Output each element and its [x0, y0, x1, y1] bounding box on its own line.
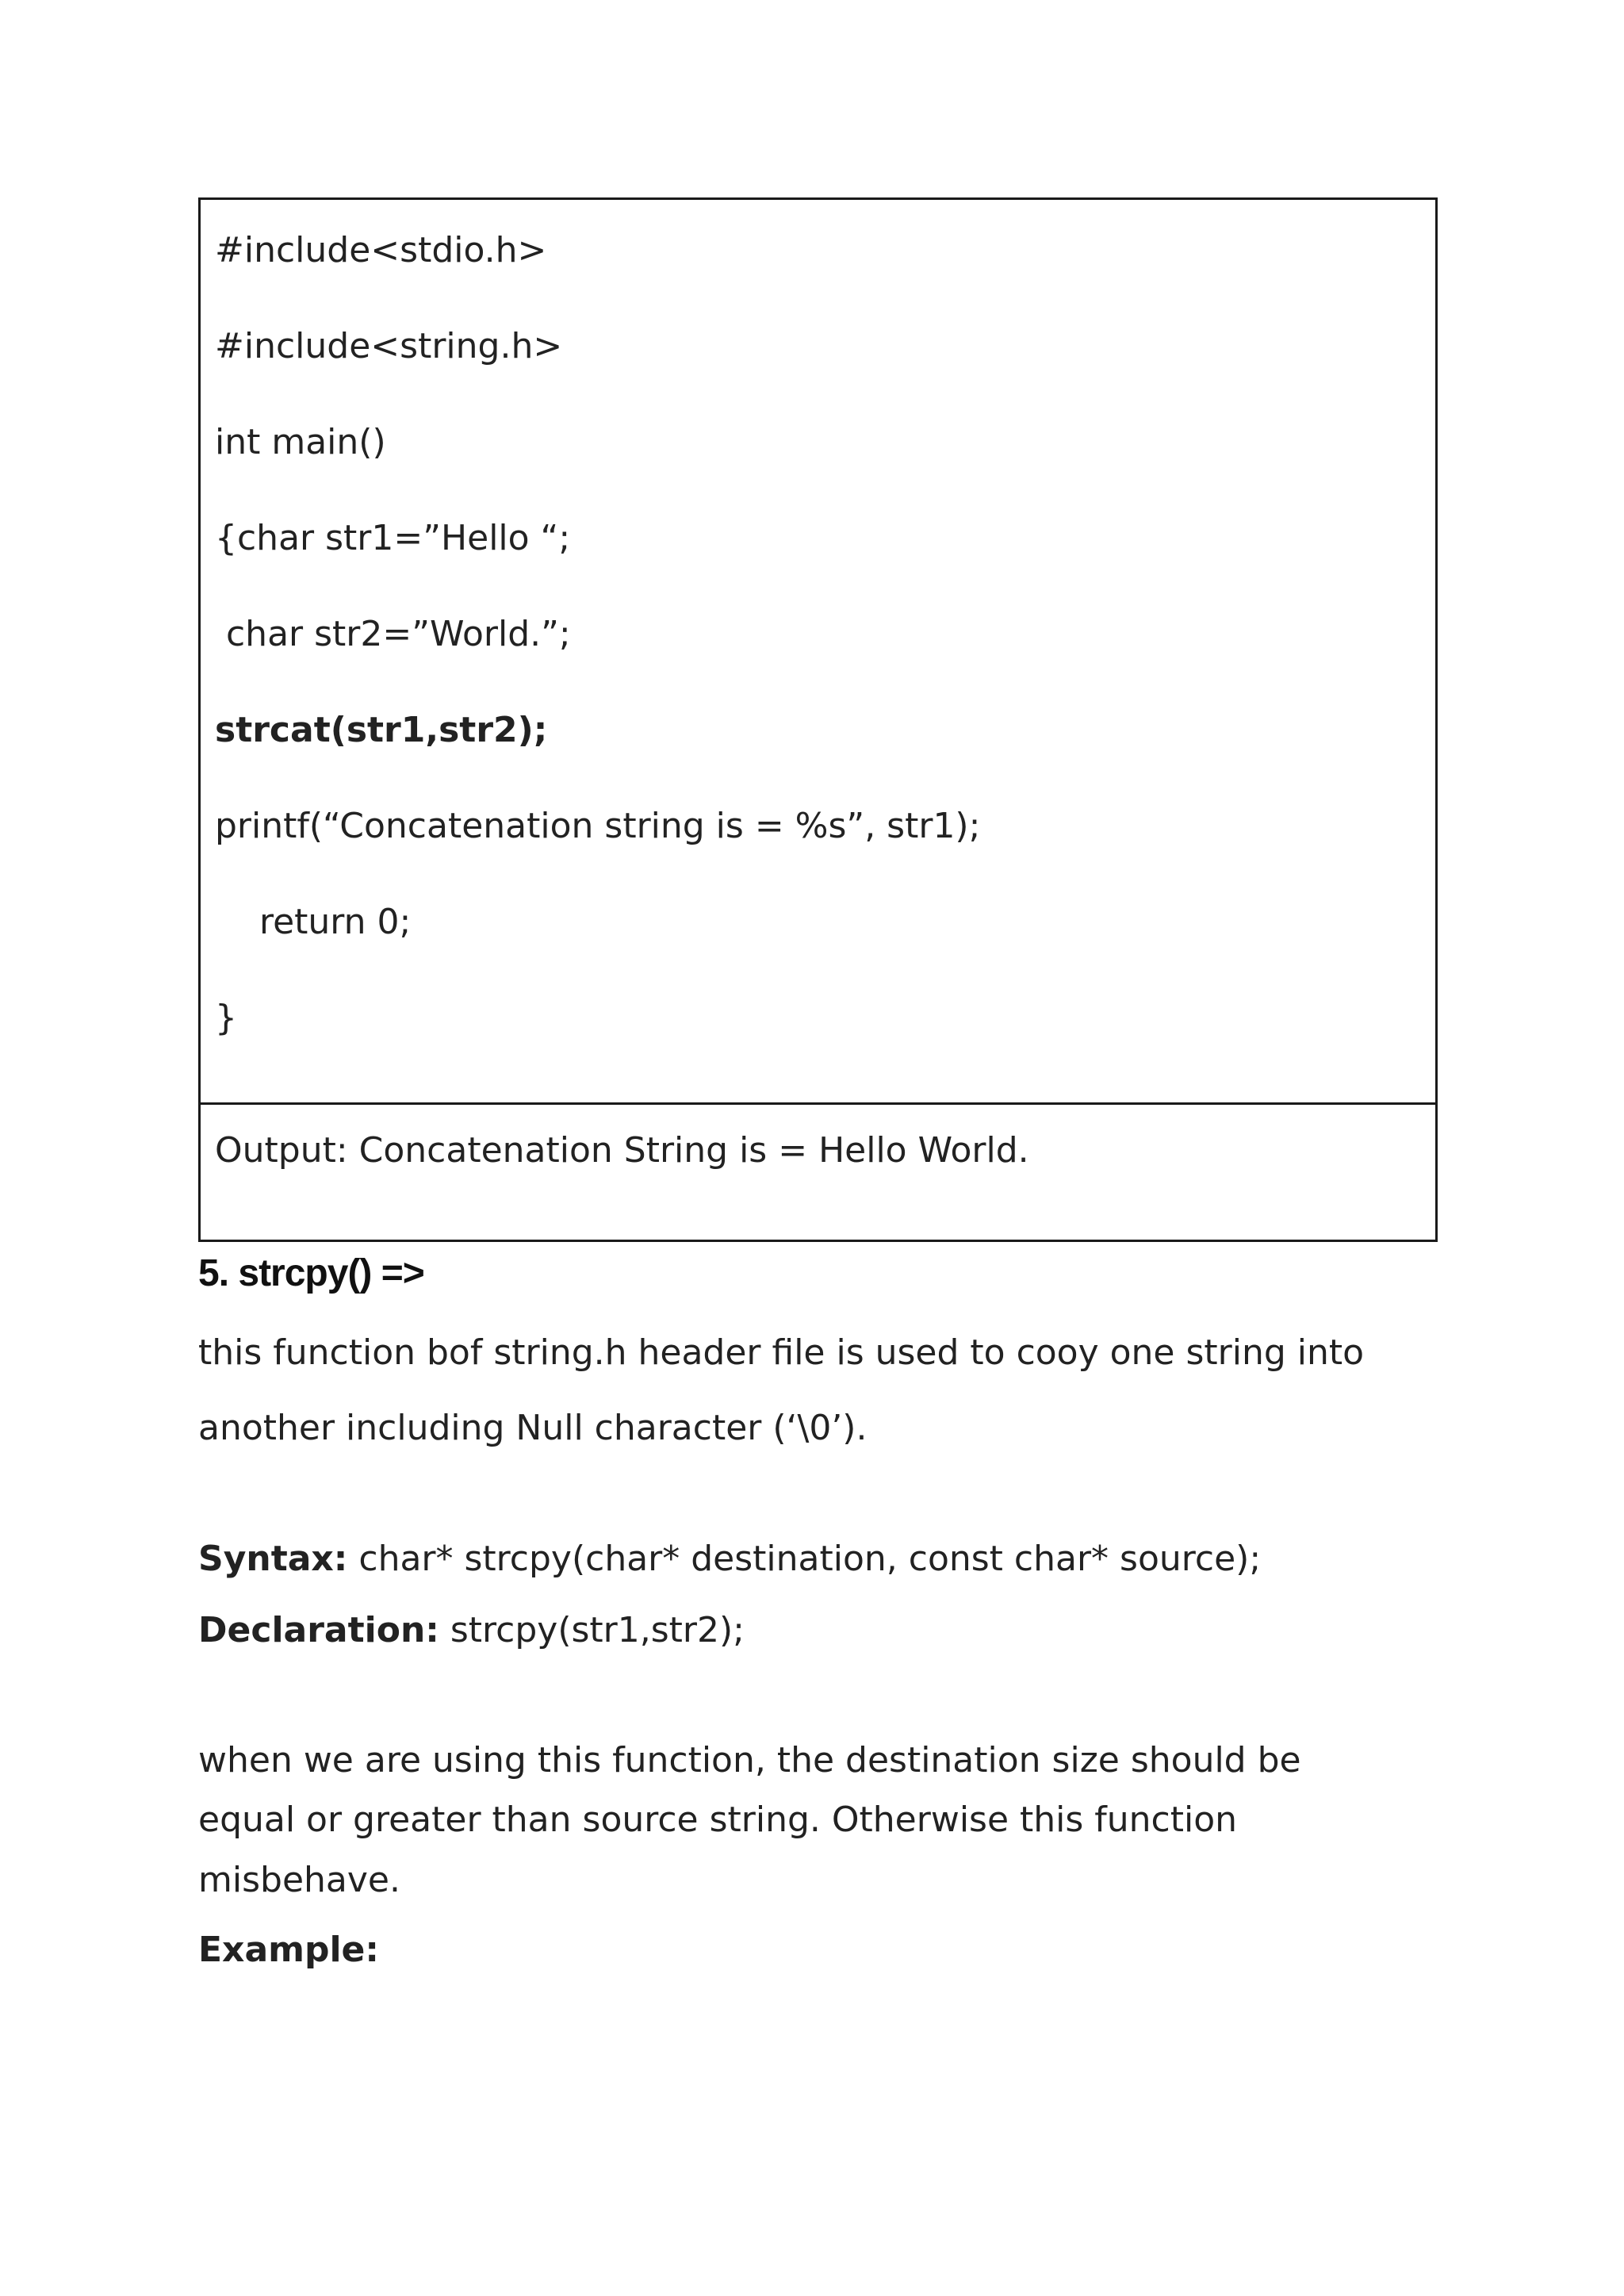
code-line: return 0;	[215, 902, 412, 942]
example-label: Example:	[198, 1930, 379, 1970]
code-line: }	[215, 998, 237, 1038]
note-line: equal or greater than source string. Otherwise this function	[198, 1800, 1238, 1840]
code-line: #include<string.h>	[215, 326, 563, 366]
code-line: int main()	[215, 422, 386, 462]
declaration-value: strcpy(str1,str2);	[439, 1610, 745, 1650]
syntax-label: Syntax:	[198, 1539, 348, 1579]
note-line: misbehave.	[198, 1860, 400, 1900]
declaration-label: Declaration:	[198, 1610, 439, 1650]
code-line: #include<stdio.h>	[215, 230, 547, 270]
code-line: char str2=”World.”;	[215, 614, 571, 654]
syntax-value: char* strcpy(char* destination, const char* source);	[347, 1539, 1262, 1579]
code-example-table	[198, 197, 1438, 1242]
code-line: strcat(str1,str2);	[215, 710, 548, 750]
code-cell	[201, 200, 1435, 1105]
section-heading: 5. strcpy() =>	[198, 1252, 424, 1294]
code-line: printf(“Concatenation string is = %s”, str1);	[215, 806, 981, 846]
declaration-line	[198, 1610, 745, 1651]
syntax-line	[198, 1539, 1261, 1580]
output-text: Output: Concatenation String is = Hello World.	[215, 1130, 1029, 1171]
note-line: when we are using this function, the destination size should be	[198, 1740, 1301, 1780]
code-line: {char str1=”Hello “;	[215, 518, 571, 558]
description-line: another including Null character (‘\0’).	[198, 1408, 868, 1448]
output-cell	[201, 1105, 1435, 1240]
description-line: this function bof string.h header file is used to cooy one string into	[198, 1332, 1365, 1373]
